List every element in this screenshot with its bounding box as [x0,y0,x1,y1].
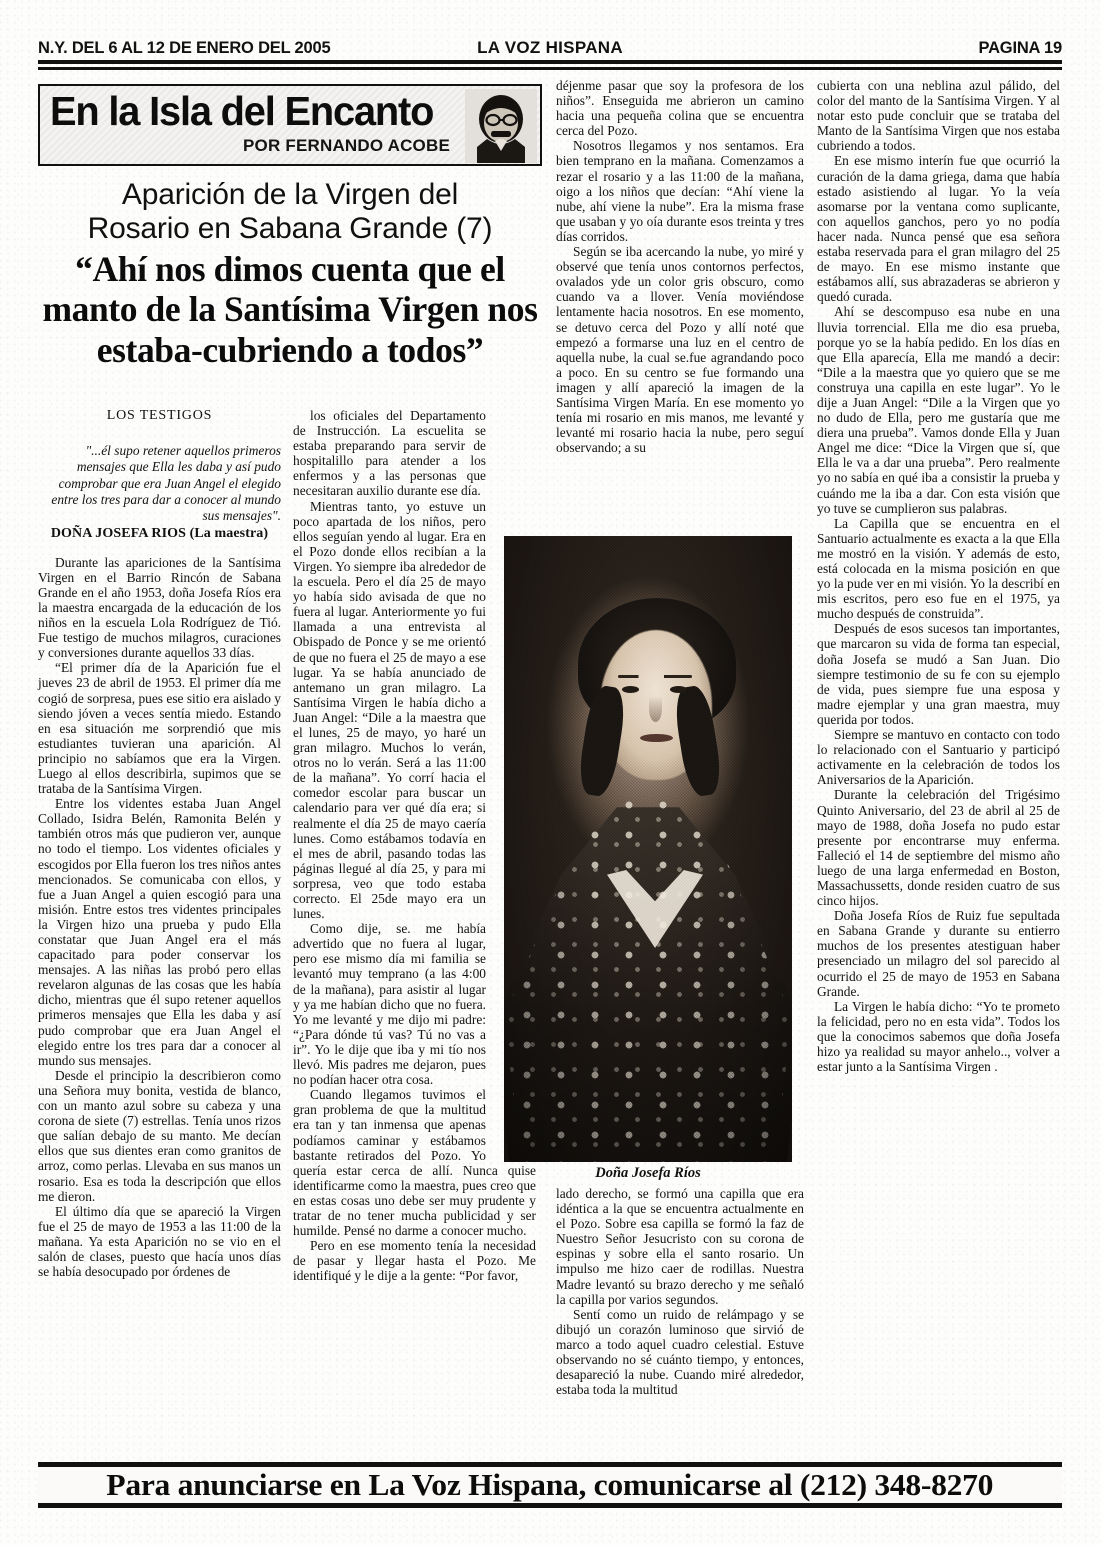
paragraph: Durante las apariciones de la Santísima Virgen en el Barrio Rincón de Sabana Grande en el año 1953, doña Josefa Ríos era la maestra encargada de la educación de los niños en la escuela Lola Rodríguez de Tió. Fue testigo de muchos milagros, curaciones y conversiones durante aquellos 33 días. [38,554,281,661]
body-column-1 [38,408,281,1279]
paragraph: Durante la celebración del Trigésimo Quinto Aniversario, del 23 de abril al 25 de mayo de 1988, doña Josefa no pudo estar presente por encontrarse muy enferma. Falleció el 14 de septiembre del mismo año luego de una larga enfermedad en Boston, Massachussetts, donde residen cuatro de sus cinco hijos. [817,787,1060,909]
masthead [38,30,1062,58]
paragraph: Pero en ese momento tenía la necesidad de pasar y llegar hasta el Pozo. Me identifiqué y le dije a la gente: “Por favor, [293,1238,536,1284]
paragraph: los oficiales del Departamento de Instrucción. La escuelita se estaba preparando para servir de hospitalillo para atender a los enfermos y a las personas que necesitaran auxilio durante ese día. [293,408,486,499]
paragraph: cubierta con una neblina azul pálido, del color del manto de la Santísima Virgen. Y al notar esto pude concluir que se trataba del Manto de la Santísima Virgen que nos estaba cubriendo a todos. [817,78,1060,154]
photo-halftone-noise [504,536,792,1162]
column-flag-title: En la Isla del Encanto [50,88,434,134]
paragraph: Después de esos sucesos tan importantes, que marcaron su vida de forma tan especial, doña Josefa se mudó a San Juan. Dio siempre testimonio de su fe con su ejemplo de vida, pues siempre fue una esposa y madre ejemplar y una gran maestra, muy querida por todos. [817,621,1060,727]
paragraph: lado derecho, se formó una capilla que era idéntica a la que se encuentra actualmente en el Pozo. Sobre esa capilla se formó la faz de Nuestro Señor Jesucristo con su corona de espinas y sobre ella el santo rosario. Un impulso me hizo caer de rodillas. Nuestra Madre levantó su brazo derecho y me señaló la capilla por varios segundos. [556,1186,804,1307]
paragraph: Mientras tanto, yo estuve un poco apartada de los niños, pero ellos seguían yendo al lugar. Era en el Pozo donde ellos recibían a la Virgen. Yo siempre iba alrededor de la escuela. Pero el día 25 de mayo yo había sido avisada de que no fuera al lugar. Anteriormente yo fui llamada a una entrevista al Obispado de Ponce y se me orientó de que no fuera el 25 de mayo a ese lugar. Ya se había anunciado de antemano un gran milagro. La Santísima Virgen le había dicho a Juan Angel: “Dile a la maestra que el lunes, 25 de mayo, yo haré un gran milagro. Muchos lo verán, otros no lo verán. Será a las 11:00 de la mañana”. Yo corrí hacia el comedor escolar para buscar un calendario para ver qué día era; si realmente el día 25 de mayo caería lunes. Como estábamos todavía en el mes de abril, pasando todas las páginas llegué al día 25, y para mi sorpresa, veo que todo estaba correcto. El 25de mayo era un lunes. [293,498,486,922]
body-column-3 [556,78,804,455]
paragraph: La Capilla que se encuentra en el Santuario actualmente es exacta a la que Ella me mostró en la visión. Y además de esto, está colocada en la misma posición en que yo la pude ver en mi visión. Yo la describí en mis escritos, pero eso fue en el 1975, ya mucho después de construida”. [817,515,1060,622]
paragraph: Cuando llegamos tuvimos el gran problema de que la multitud era tan y tan inmensa que apenas podíamos caminar y estábamos bastante retirados del Pozo. Yo quería estar cerca de allí. Nunca quise identificarme como la maestra, pues creo que en estas cosas uno debe ser muy prudente y tratar de no tener mucha publicidad y ser humilde. Pensé no darme a conocer mucho. [293,1087,536,1239]
paragraph: Ahí se descompuso esa nube en una lluvia torrencial. Ella me dio esa prueba, porque yo se la había pedido. En los días en que Ella aparecía, Ella me mandó a decir: “Dile a la maestra que yo quiero que se me construya una capilla en este lugar”. Yo le dije a Juan Angel: “Dile a la Virgen que yo no dudo de Ella, pero me gustaría que me diera una prueba”. Vamos donde Ella y Juan Angel me dice: “Dice la Virgen que sí, que Ella le va a dar una prueba”. Pero realmente yo no sabía en qué iba a consistir la prueba y cuándo me la iba a dar. Con esta visión que yo tuve se cumplieron sus palabras. [817,304,1060,516]
masthead-page-number: PAGINA 19 [978,39,1062,57]
article-photo [504,536,792,1162]
section-label: LOS TESTIGOS [106,408,213,423]
paragraph: Entre los videntes estaba Juan Angel Collado, Isidra Belén, Ramonita Belén y también otros más que pudieron ver, aunque no todo el tiempo. Los videntes oficiales y escogidos por Ella fueron los tres niños antes mencionados. Se comunicaba con ellos, y fue a Juan Angel a quien escogió para una misión. Entre estos tres videntes principales la Virgen hizo una prueba y pudo Ella constatar que Juan Angel era el más capacitado para poder conservar los mensajes. A las niñas las probó pero ellas revelaron algunas de las cosas que les había dicho, mientras que él supo retener aquellos primeros mensajes que Ella les daba y así pudo comprobar que era Juan Angel el elegido entre los tres para dar a conocer al mundo sus mensajes. [38,796,281,1068]
paragraph: Sentí como un ruido de relámpago y se dibujó un corazón luminoso que sirvió de marco a todo aquel cuadro celestial. Estuve observando no sé cuánto tiempo, y entonces, desapareció la nube. Cuando miré alrededor, estaba toda la multitud [556,1306,804,1398]
paragraph: Nosotros llegamos y nos sentamos. Era bien temprano en la mañana. Comenzamos a rezar el rosario y a las 11:00 de la mañana, oigo a los niños que decían: “Ahí viene la nube, ahí viene la nube”. Era la misma frase que usaban y yo oía durante esos treinta y tres días corridos. [556,138,804,244]
columnist-portrait-svg [465,89,537,163]
headline-kicker-line1: Aparición de la Virgen del [121,178,459,211]
headline-main: “Ahí nos dimos cuenta que el manto de la Santísima Virgen nos estaba-cubriendo a todos” [42,249,538,370]
paragraph: Como dije, se. me había advertido que no fuera al lugar, pero ese mismo día mi familia se levantó muy temprano (a las 4:00 de la mañana), para asistir al lugar y ya me habían dicho que no fuera. Yo me levanté y me dijo mi padre: “¿Para dónde tú vas? Tú no vas a ir”. Yo le dije que iba y mi tío nos llevó. Mis padres me dejaron, pues no podían hacer otra cosa. [293,921,486,1088]
paragraph: Doña Josefa Ríos de Ruiz fue sepultada en Sabana Grande y durante su entierro muchos de los presentes atestiguan haber presenciado un milagro del sol parecido al ocurrido el 25 de mayo de 1953 en Sabana Grande. [817,908,1060,999]
masthead-date: N.Y. DEL 6 AL 12 DE ENERO DEL 2005 [38,39,331,57]
paragraph: Según se iba acercando la nube, yo miré y observé que tenía unos contornos perfectos, ovalados yde un color gris obscuro, como cuando va a llover. Venía moviéndose lentamente hacia nosotros. En ese momento, se detuvo cerca del Pozo y allí noté que empezó a formarse una luz en el centro de aquella nube, la cual se.fue agrandando poco a poco. En su centro se fue formando una imagen y allí apareció la imagen de la Santísima Virgen María. En ese momento yo tenía mi rosario en mis manos, me levanté y levanté mi rosario hacia la nube, pero seguí observando; a su [556,244,804,456]
paragraph: La Virgen le había dicho: “Yo te prometo la felicidad, pero no en esta vida”. Todos los que la conocimos sabemos que doña Josefa hizo ya realidad su mayor anhelo.., volver a estar junto a la Santísima Virgen . [817,998,1060,1075]
body-column-4 [817,78,1060,1074]
paragraph: déjenme pasar que soy la profesora de los niños”. Enseguida me abrieron un camino hacia una pequeña colina que se encuentra cerca del Pozo. [556,78,804,139]
masthead-rule-bottom [38,67,1062,70]
paragraph: Desde el principio la describieron como una Señora muy bonita, vestida de blanco, con un manto azul sobre su cabeza y una corona de siete (7) estrellas. Tenía unos rizos que salían debajo de su manto. Me decían ellos que sus dientes eran como granitos de arroz, como perlas. Llevaba en sus manos un rosario. Esa es toda la descripción que ellos me dieron. [38,1067,281,1204]
paragraph: “El primer día de la Aparición fue el jueves 23 de abril de 1953. El primer día me cogió de sorpresa, pues ese sitio era aislado y siendo jóven a veces sentía miedo. Estando en esa situación me sorprendió que mis estudiantes tuvieran una aparición. Al principio no sabíamos que era la Virgen. Luego al ellos describirla, supimos que se trataba de la Santísima Virgen. [38,660,281,797]
paragraph: Siempre se mantuvo en contacto con todo lo relacionado con el Santuario y participó activamente en la celebración de todos los Aniversarios de la Aparición. [817,727,1060,788]
photo-caption: Doña Josefa Ríos [595,1165,701,1181]
headline-kicker-line2: Rosario en Sabana Grande (7) [87,212,493,246]
headline-block [38,178,542,370]
masthead-publication-name: LA VOZ HISPANA [477,38,623,57]
column-byline: POR FERNANDO ACOBE [243,136,450,155]
paragraph: El último día que se apareció la Virgen fue el 25 de mayo de 1953 a las 11:00 de la mañana. Ya esta Aparición no se vio en el salón de clases, puesto que hacía unos días se había desocupado por órdenes de [38,1203,281,1280]
pullquote-text: "...él supo retener aquellos primeros mensajes que Ella les daba y así pudo comprobar que era Juan Angel el elegido entre los tres para dar a conocer al mundo sus mensajes". [51,443,281,524]
body-column-3-below-photo [556,1186,804,1397]
columnist-portrait-icon [465,89,537,163]
pullquote-attribution: DOÑA JOSEFA RIOS (La maestra) [50,525,269,541]
body-column-2 [293,408,536,1283]
footer-advertisement [38,1462,1062,1508]
footer-advertisement-text: Para anunciarse en La Voz Hispana, comunicarse al (212) 348-8270 [106,1467,994,1502]
paragraph: En ese mismo interín fue que ocurrió la curación de la dama griega, dama que había estado asistiendo al lugar. Yo la veía asomarse por la ventana como suplicante, con aquellos ganchos, pero yo no podía hacer nada. Nunca pensé que esa señora estaba reservada para el gran milagro del 25 de mayo. En ese mismo instante que estábamos allí, sus abrazaderas se abrieron y quedó curada. [817,153,1060,305]
masthead-rule-top [38,60,1062,64]
column-flag-box [38,84,542,166]
